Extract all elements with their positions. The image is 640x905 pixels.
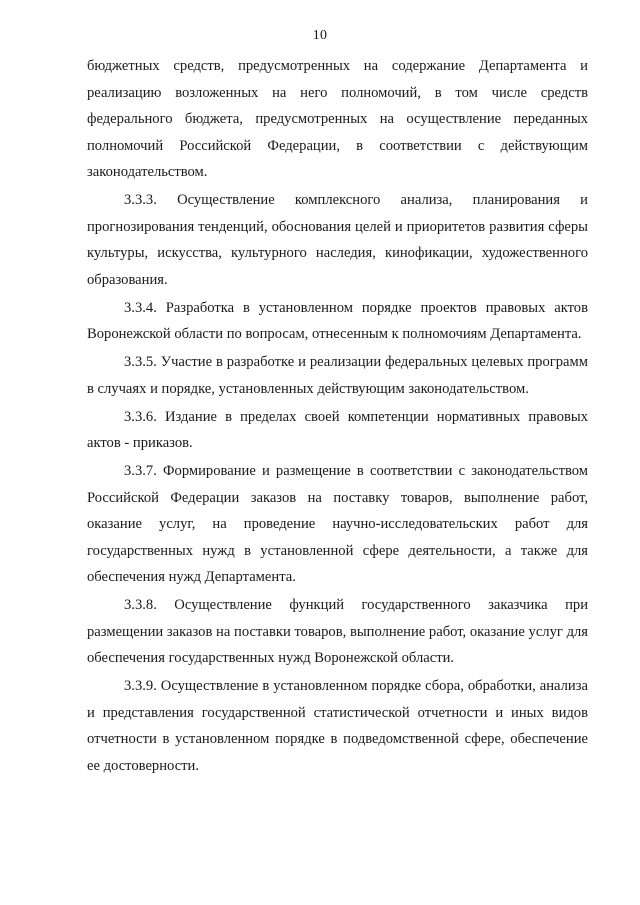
document-body xyxy=(87,53,588,779)
paragraph-3-3-5: 3.3.5. Участие в разработке и реализации федеральных целевых программ в случаях и порядке, установленных действующим законодательством. xyxy=(87,354,588,397)
paragraph-budget-continuation: бюджетных средств, предусмотренных на содержание Департамента и реализацию возложенных на него полномочий, в том числе средств федерального бюджета, предусмотренных на осуществление переданных полномочий Российской Федерации, в соответствии с действующим законодательством. xyxy=(87,58,588,180)
paragraph-3-3-3: 3.3.3. Осуществление комплексного анализа, планирования и прогнозирования тенденций, обоснования целей и приоритетов развития сферы культуры, искусства, культурного наследия, кинофикации, художественного образования. xyxy=(87,192,588,288)
paragraph-3-3-7: 3.3.7. Формирование и размещение в соответствии с законодательством Российской Федерации заказов на поставку товаров, выполнение работ, оказание услуг, на проведение научно-исследовательских работ для государственных нужд в установленной сфере деятельности, а также для обеспечения нужд Департамента. xyxy=(87,463,588,585)
paragraph-3-3-6: 3.3.6. Издание в пределах своей компетенции нормативных правовых актов - приказов. xyxy=(87,408,588,451)
page-number: 10 xyxy=(312,28,328,43)
paragraph-3-3-8: 3.3.8. Осуществление функций государственного заказчика при размещении заказов на поставки товаров, выполнение работ, оказание услуг для обеспечения государственных нужд Воронежской области. xyxy=(87,597,588,666)
paragraph-3-3-9: 3.3.9. Осуществление в установленном порядке сбора, обработки, анализа и представления государственной статистической отчетности и иных видов отчетности в установленном порядке в подведомственной сфере, обеспечение ее достоверности. xyxy=(87,678,588,774)
paragraph-3-3-4: 3.3.4. Разработка в установленном порядке проектов правовых актов Воронежской области по вопросам, отнесенным к полномочиям Департамента. xyxy=(87,299,588,342)
